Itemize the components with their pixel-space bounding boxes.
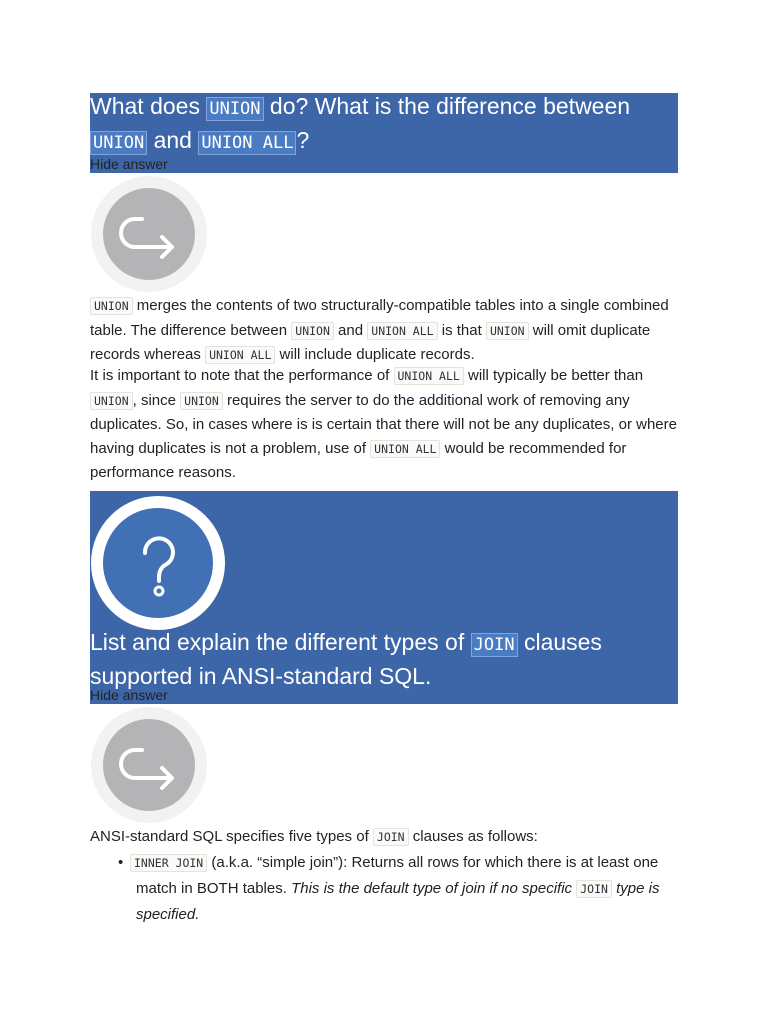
answer-icon-1: [90, 175, 208, 293]
question-1-header: [90, 93, 678, 173]
union-code: UNION: [206, 97, 263, 121]
return-arrow-icon: [90, 175, 208, 293]
text: , since: [132, 391, 181, 409]
list-item: [90, 850, 680, 927]
italic-text: This is the default type of join if no specific: [291, 880, 577, 897]
title-text: do? What is the difference between: [263, 93, 631, 119]
join-code: JOIN: [471, 633, 518, 657]
inline-code: UNION ALL: [394, 367, 464, 385]
answer-1-paragraph-1: [90, 294, 680, 368]
question-mark-icon: [90, 493, 226, 633]
inline-code: INNER JOIN: [130, 854, 207, 872]
answer-icon-2: [90, 706, 208, 824]
text: It is important to note that the performance of: [90, 367, 394, 384]
union-all-code: UNION ALL: [198, 131, 296, 155]
title-text: clauses supported in ANSI-standard SQL.: [90, 629, 602, 689]
inline-code: JOIN: [373, 828, 409, 846]
text: requires the server to do the additional work of removing any duplicates. So, in cases where is is certain that there will not be any duplicates, or where having duplicates is not a problem, use of: [90, 391, 677, 457]
title-text: ?: [296, 127, 310, 153]
inline-code: UNION: [486, 322, 529, 340]
text: ANSI-standard SQL specifies five types of: [90, 828, 373, 845]
answer-2-intro: [90, 825, 680, 850]
text: will omit duplicate records whereas: [90, 321, 651, 363]
bullet: •: [118, 854, 124, 871]
text: and: [333, 321, 368, 339]
inline-code: UNION ALL: [370, 440, 440, 458]
inline-code: UNION ALL: [205, 346, 275, 364]
text: will include duplicate records.: [275, 346, 475, 363]
title-text: List and explain the different types of: [90, 629, 471, 655]
italic-text: type is specified.: [136, 880, 660, 923]
question-1-title: [90, 91, 678, 159]
inline-code: JOIN: [576, 880, 612, 898]
question-2-title: [90, 627, 678, 692]
hide-answer-link[interactable]: Hide answer: [90, 687, 168, 703]
text: will typically be better than: [463, 367, 644, 384]
hide-answer-link[interactable]: Hide answer: [90, 156, 168, 172]
answer-1-paragraph-2: [90, 364, 680, 485]
join-types-list: [90, 850, 680, 927]
text: clauses as follows:: [408, 828, 538, 845]
text: is that: [437, 321, 486, 339]
inline-code: UNION: [291, 322, 334, 340]
inline-code: UNION: [180, 392, 223, 410]
inline-code: UNION: [90, 297, 133, 315]
return-arrow-icon: [90, 706, 208, 824]
text: (a.k.a. “simple join”): Returns all rows for which there is at least one match in BOTH tables.: [136, 854, 659, 897]
title-text: What does: [90, 93, 207, 119]
inline-code: UNION: [90, 392, 133, 410]
title-text: and: [147, 127, 199, 153]
question-2-header: [90, 491, 678, 704]
union-code: UNION: [90, 131, 147, 155]
inline-code: UNION ALL: [367, 322, 437, 340]
text: would be recommended for performance reasons.: [90, 439, 627, 481]
text: merges the contents of two structurally-compatible tables into a single combined table. The difference between: [90, 297, 669, 339]
